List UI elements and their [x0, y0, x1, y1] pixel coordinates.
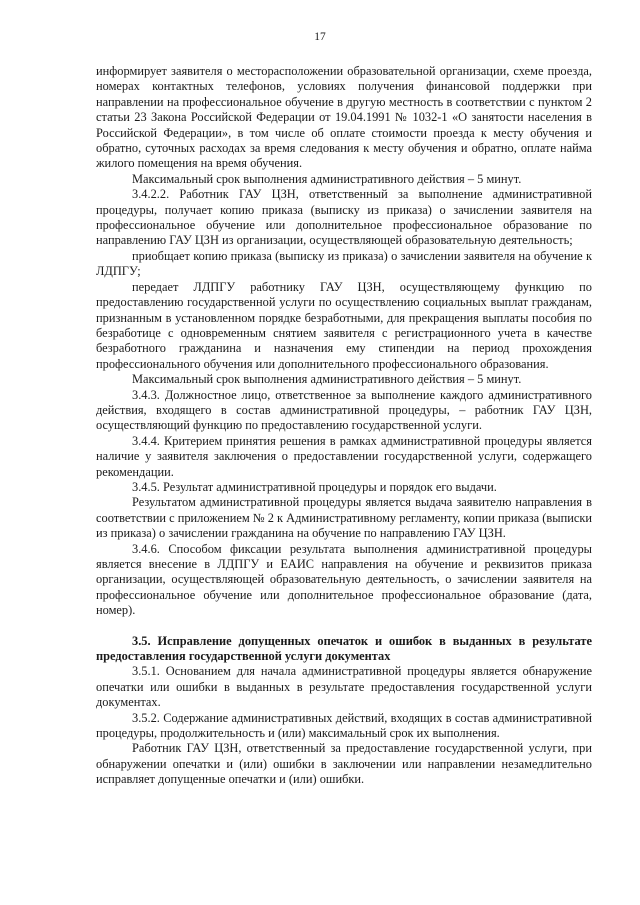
document-body [96, 64, 592, 788]
paragraph-p14: Работник ГАУ ЦЗН, ответственный за предоставление государственной услуги, при обнаружении опечатки и (или) ошибки в заключении или направлении незамедлительно исправляет допущенные опечатки и (или) ошибки. [96, 741, 592, 787]
paragraph-p8: 3.4.4. Критерием принятия решения в рамках административной процедуры является наличие у заявителя заключения о предоставлении государственной услуги, содержащего рекомендации. [96, 433, 592, 479]
paragraph-p7: 3.4.3. Должностное лицо, ответственное за выполнение каждого административного действия, входящего в состав административной процедуры, – работник ГАУ ЦЗН, осуществляющий функцию по предоставлению государственной услуги. [96, 387, 592, 433]
paragraph-p6: Максимальный срок выполнения административного действия – 5 минут. [132, 372, 522, 387]
paragraph-p12: 3.5.1. Основанием для начала административной процедуры является обнаружение опечатки или ошибки в выданных в результате предоставления государственной услуги документах. [96, 664, 592, 710]
paragraph-p2: Максимальный срок выполнения административного действия – 5 минут. [132, 171, 522, 186]
section-heading-3-5: 3.5. Исправление допущенных опечаток и ошибок в выданных в результате предоставления государственной услуги документах [96, 633, 592, 664]
paragraph-p5: передает ЛДПГУ работнику ГАУ ЦЗН, осуществляющему функцию по предоставлению государственной услуги по осуществлению социальных выплат гражданам, признанным в установленном порядке безработными, для прекращения выплаты пособия по безработице с одновременным снятием заявителя с регистрационного учета в качестве безработного гражданина и назначения ему стипендии на период прохождения профессионального обучения или дополнительного профессионального образования. [96, 279, 592, 371]
paragraph-p9: 3.4.5. Результат административной процедуры и порядок его выдачи. [132, 479, 497, 494]
paragraph-p11: 3.4.6. Способом фиксации результата выполнения административной процедуры является внесение в ЛДПГУ и ЕАИС направления на обучение и реквизитов приказа организации, осуществляющей образовательную деятельность, о зачислении заявителя на профессиональное обучение или дополнительное профессиональное образование (дата, номер). [96, 541, 592, 618]
paragraph-p10: Результатом административной процедуры является выдача заявителю направления в соответствии с приложением № 2 к Административному регламенту, копии приказа (выписки из приказа) о зачислении гражданина на обучение по направлению ГАУ ЦЗН. [96, 495, 592, 541]
paragraph-p1: информирует заявителя о месторасположении образовательной организации, схеме проезда, номерах контактных телефонов, условиях получения финансовой поддержки при направлении на профессиональное обучение в другую местность в соответствии с пунктом 2 статьи 23 Закона Российской Федерации от 19.04.1991 № 1032-1 «О занятости населения в Российской Федерации», в том числе об оплате стоимости проезда к месту обучения и обратно, суточных расходах за время следования к месту обучения и обратно, оплате найма жилого помещения на время обучения. [96, 64, 592, 171]
page-number: 17 [314, 31, 326, 43]
paragraph-p4: приобщает копию приказа (выписку из приказа) о зачислении заявителя на обучение к ЛДПГУ; [96, 248, 592, 279]
paragraph-p13: 3.5.2. Содержание административных действий, входящих в состав административной процедуры, продолжительность и (или) максимальный срок их выполнения. [96, 710, 592, 741]
paragraph-p3: 3.4.2.2. Работник ГАУ ЦЗН, ответственный за выполнение административной процедуры, получает копию приказа (выписку из приказа) о зачислении заявителя на профессиональное обучение или дополнительное профессиональное образование по направлению ГАУ ЦЗН из организации, осуществляющей образовательную деятельность; [96, 187, 592, 248]
